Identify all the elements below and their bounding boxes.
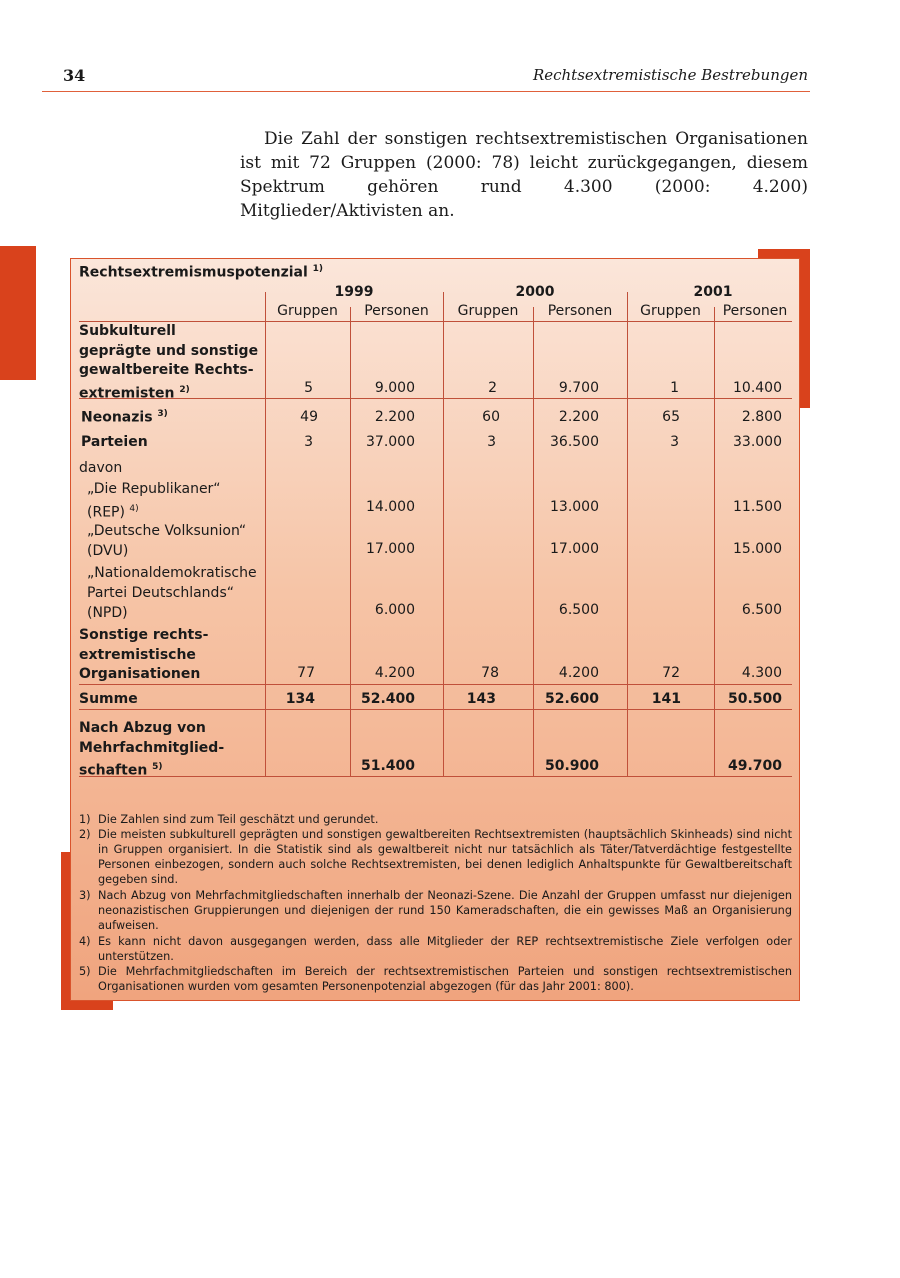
cell-value: 50.900	[544, 758, 599, 774]
cell-value: 52.400	[360, 691, 415, 707]
cell-value: 72	[662, 665, 680, 681]
header-rule	[42, 91, 810, 92]
subheader-personen: Personen	[547, 303, 613, 319]
decor-block-left	[0, 246, 36, 380]
col-divider	[714, 307, 715, 776]
table-title: Rechtsextremismuspotenzial $^{1)}$	[79, 264, 324, 281]
running-title: Rechtsextremistische Bestrebungen	[532, 66, 808, 84]
cell-value: 14.000	[366, 499, 415, 515]
cell-value: 33.000	[733, 434, 782, 450]
cell-value: 3	[487, 434, 496, 450]
cell-value: 51.400	[360, 758, 415, 774]
year-header-2000: 2000	[515, 284, 555, 300]
cell-value: 49.700	[727, 758, 782, 774]
row-label-nach-abzug: Nach Abzug von Mehrfachmitglied- schaften $^{5)}$	[79, 720, 225, 779]
cell-value: 65	[662, 409, 680, 425]
cell-value: 17.000	[550, 541, 599, 557]
cell-value: 49	[300, 409, 318, 425]
col-divider	[627, 292, 628, 776]
cell-value: 6.500	[558, 602, 599, 618]
cell-value: 2.200	[558, 409, 599, 425]
page-number: 34	[63, 66, 86, 85]
cell-value: 52.600	[544, 691, 599, 707]
row-label-neonazis: Neonazis $^{3)}$	[81, 409, 168, 426]
cell-value: 6.000	[374, 602, 415, 618]
subheader-personen: Personen	[722, 303, 788, 319]
cell-value: 5	[304, 380, 313, 396]
cell-value: 50.500	[727, 691, 782, 707]
subheader-gruppen: Gruppen	[640, 303, 701, 319]
cell-value: 13.000	[550, 499, 599, 515]
footnote-3: 3) Nach Abzug von Mehrfachmitgliedschaften innerhalb der Neonazi-Szene. Die Anzahl der Gruppen umfasst nur diejenigen neonazistischen Gruppierungen und diejenigen der rund 150 Kameradschaften, die ein gewisses Maß an Organisierung aufweisen.	[79, 889, 792, 932]
cell-value: 4.200	[374, 665, 415, 681]
col-divider	[443, 292, 444, 776]
cell-value: 37.000	[366, 434, 415, 450]
cell-value: 4.300	[741, 665, 782, 681]
intro-paragraph: Die Zahl der sonstigen rechtsextremistischen Organisationen ist mit 72 Gruppen (2000: 78) leicht zurückgegangen, diesem Spektrum gehören rund 4.300 (2000: 4.200) Mitglieder/Aktivisten an.	[240, 129, 808, 221]
row-label-dvu: „Deutsche Volksunion“ (DVU)	[87, 523, 247, 559]
potential-table-box	[70, 258, 800, 1001]
cell-value: 141	[651, 691, 681, 707]
subheader-personen: Personen	[364, 303, 429, 319]
cell-value: 4.200	[558, 665, 599, 681]
year-header-1999: 1999	[334, 284, 374, 300]
cell-value: 134	[285, 691, 315, 707]
cell-value: 60	[482, 409, 500, 425]
cell-value: 143	[466, 691, 496, 707]
cell-value: 11.500	[733, 499, 782, 515]
cell-value: 36.500	[550, 434, 599, 450]
col-divider	[350, 307, 351, 776]
cell-value: 2.800	[741, 409, 782, 425]
subheader-gruppen: Gruppen	[457, 303, 519, 319]
row-label-subkulturell: Subkulturell geprägte und sonstige gewaltbereite Rechts- extremisten $^{2)}$	[79, 323, 259, 402]
row-label-summe: Summe	[79, 691, 138, 707]
cell-value: 9.000	[374, 380, 415, 396]
cell-value: 15.000	[733, 541, 782, 557]
row-label-sonstige: Sonstige rechts- extremistische Organisationen	[79, 627, 209, 682]
footnote-4: 4) Es kann nicht davon ausgegangen werden, dass alle Mitglieder der REP rechtsextremistische Ziele verfolgen oder unterstützen.	[79, 935, 792, 963]
col-divider	[533, 307, 534, 776]
row-label-parteien: Parteien	[81, 434, 148, 450]
cell-value: 9.700	[558, 380, 599, 396]
row-label-rep: „Die Republikaner“ (REP) $^{4)}$	[87, 481, 221, 521]
cell-value: 10.400	[733, 380, 782, 396]
year-header-2001: 2001	[693, 284, 733, 300]
cell-value: 1	[670, 380, 679, 396]
cell-value: 77	[297, 665, 315, 681]
cell-value: 78	[481, 665, 499, 681]
cell-value: 3	[304, 434, 313, 450]
cell-value: 2.200	[374, 409, 415, 425]
row-label-npd: „Nationaldemokratische Partei Deutschlands“ (NPD)	[87, 565, 257, 621]
cell-value: 17.000	[366, 541, 415, 557]
row-rule	[79, 709, 792, 710]
footnote-1: 1) Die Zahlen sind zum Teil geschätzt und gerundet.	[79, 813, 379, 826]
subheader-gruppen: Gruppen	[277, 303, 338, 319]
cell-value: 3	[670, 434, 679, 450]
row-label-davon: davon	[79, 460, 123, 476]
cell-value: 6.500	[741, 602, 782, 618]
footnote-5: 5) Die Mehrfachmitgliedschaften im Bereich der rechtsextremistischen Parteien und sonstigen rechtsextremistischen Organisationen wurden vom gesamten Personenpotenzial abgezogen (für das Jahr 2001: 800).	[79, 965, 792, 993]
footnote-2: 2) Die meisten subkulturell geprägten und sonstigen gewaltbereiten Rechtsextremisten (hauptsächlich Skinheads) sind nicht in Gruppen organisiert. In die Statistik sind als gewaltbereit nicht nur tatsächlich als Täter/Tatverdächtige festgestellte Personen einbezogen, sondern auch solche Rechtsextremisten, bei denen lediglich Anhaltspunkte für Gewaltbereitschaft gegeben sind.	[79, 828, 792, 886]
cell-value: 2	[488, 380, 497, 396]
col-divider	[265, 292, 266, 776]
